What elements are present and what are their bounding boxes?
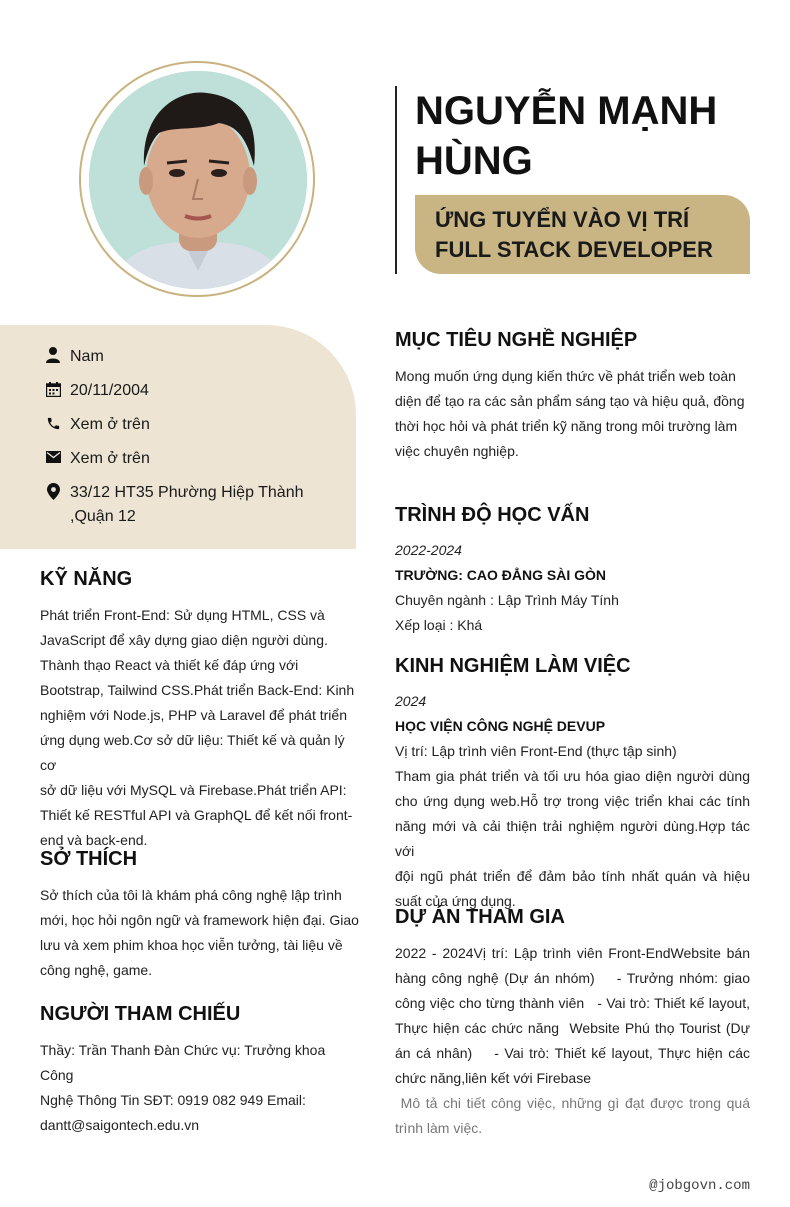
- experience-company: HỌC VIỆN CÔNG NGHỆ DEVUP: [395, 718, 606, 734]
- projects-line: công việc cho từng thành viên - Vai trò: Thiết kế layout,: [395, 995, 750, 1011]
- references-line: Thầy: Trần Thanh Đàn Chức vụ: Trưởng khoa Công: [40, 1042, 326, 1083]
- hobbies-line: lưu và xem phim khoa học viễn tưởng, tài liệu về: [40, 937, 343, 953]
- education-title: TRÌNH ĐỘ HỌC VẤN: [395, 504, 590, 526]
- references-line: Nghệ Thông Tin SĐT: 0919 082 949 Email:: [40, 1092, 306, 1108]
- objective-line: thời học hỏi và phát triển kỹ năng trong môi trường làm: [395, 418, 738, 434]
- hobbies-line: mới, học hỏi ngôn ngữ và framework hiện đại. Giao: [40, 912, 359, 928]
- email-text: Xem ở trên: [70, 450, 150, 467]
- calendar-icon: [44, 380, 62, 398]
- candidate-name: [415, 86, 775, 186]
- phone-icon: [44, 414, 62, 432]
- references-text: [40, 1038, 360, 1138]
- skills-line: Thành thạo React và thiết kế đáp ứng với: [40, 657, 299, 673]
- objective-line: việc chuyên nghiệp.: [395, 443, 519, 459]
- experience-title: KINH NGHIỆM LÀM VIỆC: [395, 655, 631, 677]
- skills-line: sở dữ liệu với MySQL và Firebase.Phát triển API:: [40, 782, 347, 798]
- skills-line: nghiệm với Node.js, PHP và Laravel để phát triển: [40, 707, 347, 723]
- address-line-1: 33/12 HT35 Phường Hiệp Thành: [70, 484, 304, 501]
- address-line-2: ,Quận 12: [70, 508, 136, 525]
- projects-line: 2022 - 2024Vị trí: Lập trình viên Front-EndWebsite bán: [395, 945, 750, 961]
- hobbies-title: SỞ THÍCH: [40, 848, 138, 870]
- contact-address: [44, 481, 310, 529]
- objective-text: [395, 364, 755, 464]
- projects-line: chức năng,liên kết với Firebase: [395, 1070, 591, 1086]
- projects-note-line: Mô tả chi tiết công việc, những gì đạt được trong quá: [395, 1095, 750, 1111]
- name-line-1: NGUYỄN MẠNH: [415, 89, 718, 133]
- experience-line: suất của ứng dụng.: [395, 893, 516, 909]
- projects-block: [395, 941, 750, 1141]
- position-line-2: FULL STACK DEVELOPER: [435, 237, 713, 262]
- experience-line: năng mới và cải thiện trải nghiệm người dùng.Hợp tác với: [395, 818, 750, 859]
- education-major: Chuyên ngành : Lập Trình Máy Tính: [395, 592, 619, 608]
- hobbies-text: [40, 883, 360, 983]
- location-icon: [44, 482, 62, 500]
- contact-gender: [44, 345, 310, 369]
- contact-panel: [0, 325, 356, 549]
- contact-phone: [44, 413, 310, 437]
- skills-line: end và back-end.: [40, 832, 148, 848]
- references-line: dantt@saigontech.edu.vn: [40, 1117, 199, 1133]
- phone-text: Xem ở trên: [70, 416, 150, 433]
- projects-title: DỰ ÁN THAM GIA: [395, 906, 565, 928]
- objective-line: diện để tạo ra các sản phẩm sáng tạo và hiệu quả, đồng: [395, 393, 745, 409]
- hobbies-line: Sở thích của tôi là khám phá công nghệ lập trình: [40, 887, 342, 903]
- experience-line: cho ứng dụng web.Hỗ trợ trong việc triển khai các tính: [395, 793, 750, 809]
- projects-line: hàng công nghệ (Dự án nhóm) - Trưởng nhóm: giao: [395, 970, 750, 986]
- education-period: 2022-2024: [395, 542, 462, 558]
- hobbies-line: công nghệ, game.: [40, 962, 153, 978]
- contact-birthday: [44, 379, 310, 403]
- projects-line: án cá nhân) - Vai trò: Thiết kế layout, Thực hiện các: [395, 1045, 750, 1061]
- gender-text: Nam: [70, 348, 104, 365]
- skills-line: Phát triển Front-End: Sử dụng HTML, CSS và: [40, 607, 325, 623]
- birthday-text: 20/11/2004: [70, 382, 149, 399]
- address-text: [70, 481, 310, 529]
- experience-line: đội ngũ phát triển để đảm bảo tính nhất quán và hiệu: [395, 868, 750, 884]
- experience-block: [395, 689, 750, 914]
- position-line-1: ỨNG TUYỂN VÀO VỊ TRÍ: [435, 207, 690, 232]
- person-icon: [44, 346, 62, 364]
- skills-title: KỸ NĂNG: [40, 568, 133, 590]
- header-divider: [395, 86, 397, 274]
- mail-icon: [44, 448, 62, 466]
- projects-note-line: trình làm việc.: [395, 1120, 483, 1136]
- position-banner: [415, 195, 750, 274]
- skills-line: Bootstrap, Tailwind CSS.Phát triển Back-End: Kinh: [40, 682, 355, 698]
- references-title: NGƯỜI THAM CHIẾU: [40, 1003, 241, 1025]
- name-line-2: HÙNG: [415, 139, 533, 183]
- education-grade: Xếp loại : Khá: [395, 617, 483, 633]
- skills-line: Thiết kế RESTful API và GraphQL để kết nối front-: [40, 807, 353, 823]
- experience-line: Tham gia phát triển và tối ưu hóa giao diện người dùng: [395, 768, 750, 784]
- avatar: [89, 71, 307, 289]
- skills-text: [40, 603, 360, 853]
- experience-role: Vị trí: Lập trình viên Front-End (thực tập sinh): [395, 743, 677, 759]
- projects-line: Thực hiện các chức năng Website Phú thọ Tourist (Dự: [395, 1020, 750, 1036]
- skills-line: ứng dụng web.Cơ sở dữ liệu: Thiết kế và quản lý cơ: [40, 732, 345, 773]
- education-school: TRƯỜNG: CAO ĐẲNG SÀI GÒN: [395, 567, 606, 583]
- contact-email: [44, 447, 310, 471]
- footer-brand: @jobgovn.com: [649, 1178, 750, 1194]
- education-block: [395, 538, 755, 638]
- objective-title: MỤC TIÊU NGHỀ NGHIỆP: [395, 329, 638, 351]
- experience-year: 2024: [395, 693, 427, 709]
- skills-line: JavaScript để xây dựng giao diện người dùng.: [40, 632, 328, 648]
- objective-line: Mong muốn ứng dụng kiến thức về phát triển web toàn: [395, 368, 736, 384]
